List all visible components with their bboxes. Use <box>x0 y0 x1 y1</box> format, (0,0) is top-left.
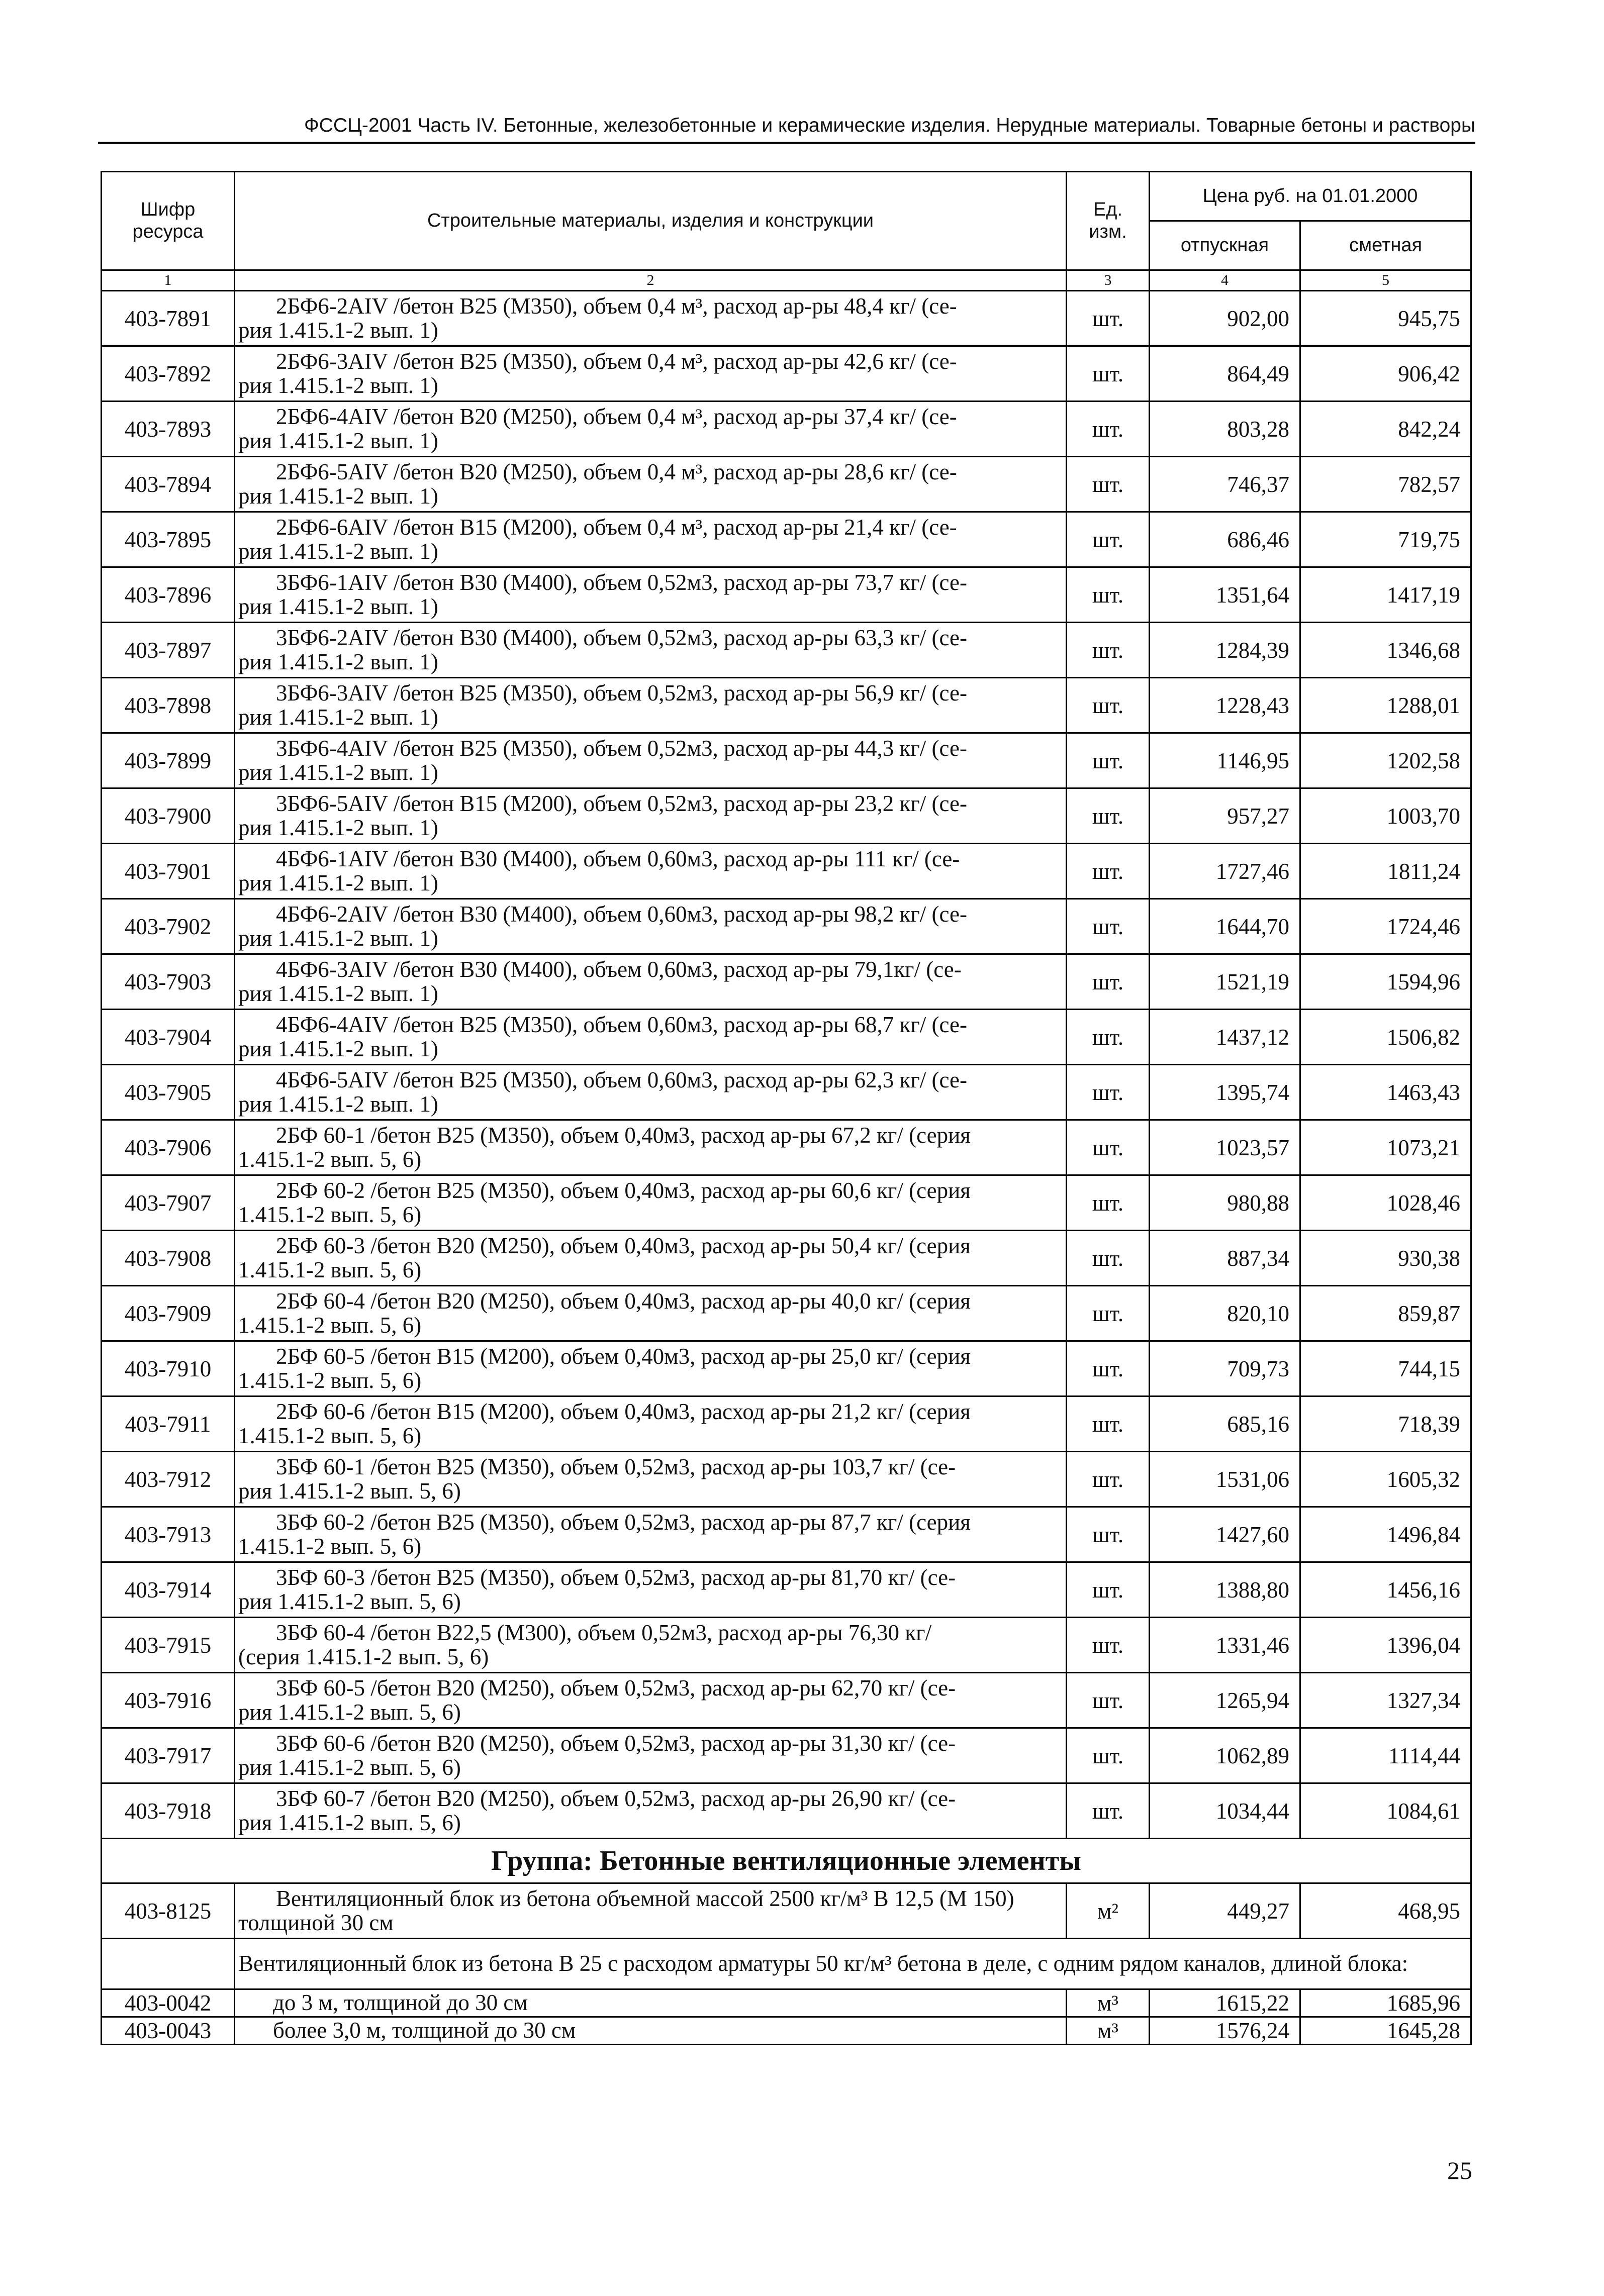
description-line: рия 1.415.1-2 вып. 1) <box>238 593 438 619</box>
unit: м² <box>1067 1883 1150 1939</box>
table-row <box>102 733 1471 788</box>
estimate-price: 1594,96 <box>1300 954 1471 1010</box>
release-price: 449,27 <box>1150 1883 1300 1939</box>
description-line: рия 1.415.1-2 вып. 5, 6) <box>238 1810 461 1835</box>
header-name: Строительные материалы, изделия и конструкции <box>235 172 1067 270</box>
description-line: 4БФ6-3AIV /бетон В30 (М400), объем 0,60м3, расход ар-ры 79,1кг/ (се- <box>276 956 962 982</box>
description-line: 1.415.1-2 вып. 5, 6) <box>238 1423 422 1448</box>
resource-code: 403-7915 <box>102 1618 235 1673</box>
table-row <box>102 788 1471 844</box>
unit: шт. <box>1067 1175 1150 1231</box>
price-table <box>101 171 1472 2045</box>
release-price: 1388,80 <box>1150 1562 1300 1618</box>
unit: шт. <box>1067 1120 1150 1175</box>
description-line: 3БФ6-4AIV /бетон В25 (М350), объем 0,52м3, расход ар-ры 44,3 кг/ (се- <box>276 735 967 761</box>
description-line: 3БФ6-3AIV /бетон В25 (М350), объем 0,52м3, расход ар-ры 56,9 кг/ (се- <box>276 680 967 706</box>
estimate-price: 1003,70 <box>1300 788 1471 844</box>
estimate-price: 906,42 <box>1300 346 1471 402</box>
resource-code: 403-7914 <box>102 1562 235 1618</box>
description-line: 2БФ 60-4 /бетон В20 (М250), объем 0,40м3, расход ар-ры 40,0 кг/ (серия <box>276 1288 971 1314</box>
unit: шт. <box>1067 733 1150 788</box>
release-price: 1521,19 <box>1150 954 1300 1010</box>
item-description <box>235 1507 1067 1562</box>
description-line: 2БФ6-4AIV /бетон В20 (М250), объем 0,4 м³, расход ар-ры 37,4 кг/ (се- <box>276 404 957 429</box>
description-line: 1.415.1-2 вып. 5, 6) <box>238 1146 422 1172</box>
resource-code: 403-7891 <box>102 291 235 346</box>
item-description <box>235 1673 1067 1728</box>
item-description <box>235 1728 1067 1783</box>
description-line: 2БФ 60-6 /бетон В15 (М200), объем 0,40м3, расход ар-ры 21,2 кг/ (серия <box>276 1399 971 1424</box>
group-note-row <box>102 1939 1471 1989</box>
estimate-price: 1724,46 <box>1300 899 1471 954</box>
description-line: 3БФ 60-6 /бетон В20 (М250), объем 0,52м3, расход ар-ры 31,30 кг/ (се- <box>276 1730 956 1756</box>
resource-code: 403-7904 <box>102 1010 235 1065</box>
estimate-price: 1073,21 <box>1300 1120 1471 1175</box>
estimate-price: 782,57 <box>1300 457 1471 512</box>
table-row <box>102 457 1471 512</box>
unit: шт. <box>1067 1396 1150 1452</box>
release-price: 980,88 <box>1150 1175 1300 1231</box>
estimate-price: 930,38 <box>1300 1231 1471 1286</box>
estimate-price: 718,39 <box>1300 1396 1471 1452</box>
table-row <box>102 1010 1471 1065</box>
resource-code: 403-7899 <box>102 733 235 788</box>
item-description <box>235 1396 1067 1452</box>
unit: м³ <box>1067 1989 1150 2017</box>
description-line: 3БФ6-1AIV /бетон В30 (М400), объем 0,52м3, расход ар-ры 73,7 кг/ (се- <box>276 569 967 595</box>
item-description <box>235 1618 1067 1673</box>
release-price: 1395,74 <box>1150 1065 1300 1120</box>
item-description: более 3,0 м, толщиной до 30 см <box>235 2017 1067 2045</box>
estimate-price: 1327,34 <box>1300 1673 1471 1728</box>
header-price-group: Цена руб. на 01.01.2000 <box>1150 172 1471 221</box>
description-line: 2БФ6-5AIV /бетон В20 (М250), объем 0,4 м³, расход ар-ры 28,6 кг/ (се- <box>276 459 957 484</box>
resource-code: 403-7905 <box>102 1065 235 1120</box>
estimate-price: 1114,44 <box>1300 1728 1471 1783</box>
unit: шт. <box>1067 1341 1150 1396</box>
release-price: 1427,60 <box>1150 1507 1300 1562</box>
description-line: 2БФ 60-2 /бетон В25 (М350), объем 0,40м3, расход ар-ры 60,6 кг/ (серия <box>276 1177 971 1203</box>
resource-code: 403-7901 <box>102 844 235 899</box>
resource-code: 403-7916 <box>102 1673 235 1728</box>
resource-code: 403-7903 <box>102 954 235 1010</box>
resource-code: 403-7908 <box>102 1231 235 1286</box>
release-price: 1062,89 <box>1150 1728 1300 1783</box>
item-description <box>235 678 1067 733</box>
unit: шт. <box>1067 402 1150 457</box>
description-line: 1.415.1-2 вып. 5, 6) <box>238 1533 422 1559</box>
description-line: рия 1.415.1-2 вып. 5, 6) <box>238 1754 461 1780</box>
item-description <box>235 733 1067 788</box>
item-description <box>235 844 1067 899</box>
resource-code: 403-7907 <box>102 1175 235 1231</box>
table-row <box>102 2017 1471 2045</box>
unit: шт. <box>1067 623 1150 678</box>
description-line: рия 1.415.1-2 вып. 1) <box>238 317 438 343</box>
unit: шт. <box>1067 1010 1150 1065</box>
table-row <box>102 1341 1471 1396</box>
release-price: 1284,39 <box>1150 623 1300 678</box>
item-description <box>235 346 1067 402</box>
estimate-price: 468,95 <box>1300 1883 1471 1939</box>
unit: шт. <box>1067 512 1150 567</box>
description-line: 2БФ 60-3 /бетон В20 (М250), объем 0,40м3, расход ар-ры 50,4 кг/ (серия <box>276 1233 971 1258</box>
release-price: 1531,06 <box>1150 1452 1300 1507</box>
unit: шт. <box>1067 678 1150 733</box>
group-title-row <box>102 1839 1471 1883</box>
header-release: отпускная <box>1150 221 1300 270</box>
release-price: 1437,12 <box>1150 1010 1300 1065</box>
release-price: 709,73 <box>1150 1341 1300 1396</box>
resource-code: 403-7900 <box>102 788 235 844</box>
unit: шт. <box>1067 1783 1150 1839</box>
release-price: 1023,57 <box>1150 1120 1300 1175</box>
column-number: 5 <box>1300 270 1471 291</box>
resource-code: 403-0043 <box>102 2017 235 2045</box>
header-estimate: сметная <box>1300 221 1471 270</box>
unit: шт. <box>1067 899 1150 954</box>
item-description <box>235 1065 1067 1120</box>
table-row <box>102 567 1471 623</box>
description-line: рия 1.415.1-2 вып. 5, 6) <box>238 1478 461 1504</box>
description-line: 4БФ6-1AIV /бетон В30 (М400), объем 0,60м3, расход ар-ры 111 кг/ (се- <box>276 846 960 871</box>
description-line: рия 1.415.1-2 вып. 1) <box>238 1036 438 1061</box>
release-price: 887,34 <box>1150 1231 1300 1286</box>
resource-code: 403-7909 <box>102 1286 235 1341</box>
release-price: 1265,94 <box>1150 1673 1300 1728</box>
resource-code: 403-7906 <box>102 1120 235 1175</box>
page-header: ФССЦ-2001 Часть IV. Бетонные, железобетонные и керамические изделия. Нерудные материалы. Товарные бетоны и растворы <box>98 110 1475 144</box>
table-row <box>102 346 1471 402</box>
unit: шт. <box>1067 346 1150 402</box>
unit: шт. <box>1067 457 1150 512</box>
resource-code: 403-8125 <box>102 1883 235 1939</box>
description-line: рия 1.415.1-2 вып. 1) <box>238 372 438 398</box>
table-row <box>102 1507 1471 1562</box>
unit: шт. <box>1067 844 1150 899</box>
unit: шт. <box>1067 1065 1150 1120</box>
release-price: 1615,22 <box>1150 1989 1300 2017</box>
description-line: рия 1.415.1-2 вып. 1) <box>238 759 438 785</box>
description-line: 3БФ 60-5 /бетон В20 (М250), объем 0,52м3, расход ар-ры 62,70 кг/ (се- <box>276 1675 956 1701</box>
description-line: рия 1.415.1-2 вып. 5, 6) <box>238 1699 461 1725</box>
resource-code: 403-7918 <box>102 1783 235 1839</box>
release-price: 957,27 <box>1150 788 1300 844</box>
item-description <box>235 1120 1067 1175</box>
description-line: 4БФ6-5AIV /бетон В25 (М350), объем 0,60м3, расход ар-ры 62,3 кг/ (се- <box>276 1067 967 1092</box>
release-price: 1331,46 <box>1150 1618 1300 1673</box>
estimate-price: 842,24 <box>1300 402 1471 457</box>
release-price: 1146,95 <box>1150 733 1300 788</box>
estimate-price: 1346,68 <box>1300 623 1471 678</box>
table-header-row <box>102 172 1471 221</box>
estimate-price: 1645,28 <box>1300 2017 1471 2045</box>
table-row <box>102 1728 1471 1783</box>
description-line: 4БФ6-2AIV /бетон В30 (М400), объем 0,60м3, расход ар-ры 98,2 кг/ (се- <box>276 901 967 927</box>
column-number: 4 <box>1150 270 1300 291</box>
column-number: 1 <box>102 270 235 291</box>
description-line: 1.415.1-2 вып. 5, 6) <box>238 1202 422 1227</box>
description-line: 4БФ6-4AIV /бетон В25 (М350), объем 0,60м3, расход ар-ры 68,7 кг/ (се- <box>276 1012 967 1037</box>
table-row <box>102 844 1471 899</box>
table-row <box>102 1065 1471 1120</box>
group-note: Вентиляционный блок из бетона В 25 с расходом арматуры 50 кг/м³ бетона в деле, с одним рядом каналов, длиной блока: <box>235 1939 1471 1989</box>
release-price: 1034,44 <box>1150 1783 1300 1839</box>
description-line: 3БФ 60-2 /бетон В25 (М350), объем 0,52м3, расход ар-ры 87,7 кг/ (серия <box>276 1509 971 1535</box>
resource-code: 403-7894 <box>102 457 235 512</box>
column-number: 3 <box>1067 270 1150 291</box>
item-description <box>235 899 1067 954</box>
item-description <box>235 1883 1067 1939</box>
unit: шт. <box>1067 1507 1150 1562</box>
table-row <box>102 1396 1471 1452</box>
table-row <box>102 291 1471 346</box>
release-price: 864,49 <box>1150 346 1300 402</box>
unit: шт. <box>1067 1231 1150 1286</box>
item-description: до 3 м, толщиной до 30 см <box>235 1989 1067 2017</box>
estimate-price: 1288,01 <box>1300 678 1471 733</box>
estimate-price: 1456,16 <box>1300 1562 1471 1618</box>
item-description <box>235 291 1067 346</box>
description-line: толщиной 30 см <box>238 1910 394 1935</box>
unit: шт. <box>1067 1286 1150 1341</box>
release-price: 820,10 <box>1150 1286 1300 1341</box>
item-description <box>235 1341 1067 1396</box>
item-description <box>235 1452 1067 1507</box>
table-row <box>102 1120 1471 1175</box>
item-description <box>235 1175 1067 1231</box>
description-line: рия 1.415.1-2 вып. 1) <box>238 483 438 509</box>
description-line: рия 1.415.1-2 вып. 1) <box>238 538 438 564</box>
description-line: 2БФ 60-1 /бетон В25 (М350), объем 0,40м3, расход ар-ры 67,2 кг/ (серия <box>276 1122 971 1148</box>
description-line: рия 1.415.1-2 вып. 1) <box>238 649 438 674</box>
release-price: 1644,70 <box>1150 899 1300 954</box>
item-description <box>235 457 1067 512</box>
estimate-price: 1496,84 <box>1300 1507 1471 1562</box>
release-price: 1351,64 <box>1150 567 1300 623</box>
item-description <box>235 512 1067 567</box>
unit: шт. <box>1067 1728 1150 1783</box>
resource-code: 403-7913 <box>102 1507 235 1562</box>
description-line: 2БФ6-3AIV /бетон В25 (М350), объем 0,4 м³, расход ар-ры 42,6 кг/ (се- <box>276 348 957 374</box>
description-line: рия 1.415.1-2 вып. 1) <box>238 815 438 840</box>
unit: шт. <box>1067 788 1150 844</box>
column-number: 2 <box>235 270 1067 291</box>
item-description <box>235 1562 1067 1618</box>
description-line: 3БФ 60-7 /бетон В20 (М250), объем 0,52м3, расход ар-ры 26,90 кг/ (се- <box>276 1785 956 1811</box>
estimate-price: 744,15 <box>1300 1341 1471 1396</box>
resource-code: 403-7902 <box>102 899 235 954</box>
estimate-price: 1202,58 <box>1300 733 1471 788</box>
header-code: Шифр ресурса <box>102 172 235 270</box>
estimate-price: 719,75 <box>1300 512 1471 567</box>
release-price: 803,28 <box>1150 402 1300 457</box>
table-row <box>102 899 1471 954</box>
estimate-price: 1396,04 <box>1300 1618 1471 1673</box>
description-line: рия 1.415.1-2 вып. 1) <box>238 925 438 951</box>
table-row <box>102 402 1471 457</box>
resource-code: 403-7912 <box>102 1452 235 1507</box>
unit: шт. <box>1067 567 1150 623</box>
unit: шт. <box>1067 1618 1150 1673</box>
release-price: 902,00 <box>1150 291 1300 346</box>
estimate-price: 859,87 <box>1300 1286 1471 1341</box>
group-title: Группа: Бетонные вентиляционные элементы <box>102 1839 1471 1883</box>
item-description <box>235 1286 1067 1341</box>
unit: шт. <box>1067 1452 1150 1507</box>
release-price: 686,46 <box>1150 512 1300 567</box>
item-description <box>235 1783 1067 1839</box>
unit: шт. <box>1067 954 1150 1010</box>
release-price: 685,16 <box>1150 1396 1300 1452</box>
resource-code: 403-7911 <box>102 1396 235 1452</box>
description-line: рия 1.415.1-2 вып. 5, 6) <box>238 1588 461 1614</box>
description-line: 1.415.1-2 вып. 5, 6) <box>238 1312 422 1338</box>
description-line: 2БФ 60-5 /бетон В15 (М200), объем 0,40м3, расход ар-ры 25,0 кг/ (серия <box>276 1343 971 1369</box>
table-row <box>102 1883 1471 1939</box>
estimate-price: 1811,24 <box>1300 844 1471 899</box>
estimate-price: 1685,96 <box>1300 1989 1471 2017</box>
estimate-price: 945,75 <box>1300 291 1471 346</box>
resource-code: 403-0042 <box>102 1989 235 2017</box>
description-line: 3БФ 60-3 /бетон В25 (М350), объем 0,52м3, расход ар-ры 81,70 кг/ (се- <box>276 1564 956 1590</box>
item-description <box>235 402 1067 457</box>
page-number: 25 <box>1447 2156 1472 2184</box>
resource-code: 403-7910 <box>102 1341 235 1396</box>
estimate-price: 1506,82 <box>1300 1010 1471 1065</box>
table-row <box>102 1286 1471 1341</box>
description-line: 2БФ6-6AIV /бетон В15 (М200), объем 0,4 м³, расход ар-ры 21,4 кг/ (се- <box>276 514 957 540</box>
table-row <box>102 1783 1471 1839</box>
estimate-price: 1028,46 <box>1300 1175 1471 1231</box>
table-row <box>102 512 1471 567</box>
resource-code: 403-7896 <box>102 567 235 623</box>
table-row <box>102 1562 1471 1618</box>
table-row <box>102 1175 1471 1231</box>
unit: м³ <box>1067 2017 1150 2045</box>
description-line: 2БФ6-2AIV /бетон В25 (М350), объем 0,4 м³, расход ар-ры 48,4 кг/ (се- <box>276 293 957 319</box>
resource-code: 403-7917 <box>102 1728 235 1783</box>
release-price: 1727,46 <box>1150 844 1300 899</box>
resource-code: 403-7895 <box>102 512 235 567</box>
table-row <box>102 1452 1471 1507</box>
resource-code: 403-7897 <box>102 623 235 678</box>
resource-code: 403-7898 <box>102 678 235 733</box>
description-line: рия 1.415.1-2 вып. 1) <box>238 704 438 730</box>
resource-code: 403-7892 <box>102 346 235 402</box>
table-row <box>102 1231 1471 1286</box>
unit: шт. <box>1067 1673 1150 1728</box>
table-row <box>102 1673 1471 1728</box>
description-line: 3БФ 60-1 /бетон В25 (М350), объем 0,52м3, расход ар-ры 103,7 кг/ (се- <box>276 1454 956 1479</box>
release-price: 1576,24 <box>1150 2017 1300 2045</box>
release-price: 1228,43 <box>1150 678 1300 733</box>
item-description <box>235 1231 1067 1286</box>
unit: шт. <box>1067 1562 1150 1618</box>
description-line: 3БФ6-2AIV /бетон В30 (М400), объем 0,52м3, расход ар-ры 63,3 кг/ (се- <box>276 625 967 650</box>
release-price: 746,37 <box>1150 457 1300 512</box>
description-line: (серия 1.415.1-2 вып. 5, 6) <box>238 1644 489 1669</box>
item-description <box>235 1010 1067 1065</box>
description-line: 1.415.1-2 вып. 5, 6) <box>238 1257 422 1282</box>
estimate-price: 1463,43 <box>1300 1065 1471 1120</box>
description-line: рия 1.415.1-2 вып. 1) <box>238 1091 438 1117</box>
item-description <box>235 954 1067 1010</box>
empty-cell <box>102 1939 235 1989</box>
estimate-price: 1417,19 <box>1300 567 1471 623</box>
description-line: рия 1.415.1-2 вып. 1) <box>238 980 438 1006</box>
table-row <box>102 954 1471 1010</box>
item-description <box>235 623 1067 678</box>
table-row <box>102 623 1471 678</box>
estimate-price: 1605,32 <box>1300 1452 1471 1507</box>
column-number-row <box>102 270 1471 291</box>
description-line: рия 1.415.1-2 вып. 1) <box>238 870 438 895</box>
description-line: 1.415.1-2 вып. 5, 6) <box>238 1367 422 1393</box>
description-line: рия 1.415.1-2 вып. 1) <box>238 428 438 453</box>
header-unit: Ед. изм. <box>1067 172 1150 270</box>
table-row <box>102 1618 1471 1673</box>
table-row <box>102 678 1471 733</box>
item-description <box>235 567 1067 623</box>
resource-code: 403-7893 <box>102 402 235 457</box>
estimate-price: 1084,61 <box>1300 1783 1471 1839</box>
item-description <box>235 788 1067 844</box>
description-line: Вентиляционный блок из бетона объемной массой 2500 кг/м³ В 12,5 (М 150) <box>276 1885 1014 1911</box>
unit: шт. <box>1067 291 1150 346</box>
table-row <box>102 1989 1471 2017</box>
description-line: 3БФ 60-4 /бетон В22,5 (М300), объем 0,52м3, расход ар-ры 76,30 кг/ <box>276 1620 932 1645</box>
description-line: 3БФ6-5AIV /бетон В15 (М200), объем 0,52м3, расход ар-ры 23,2 кг/ (се- <box>276 790 967 816</box>
